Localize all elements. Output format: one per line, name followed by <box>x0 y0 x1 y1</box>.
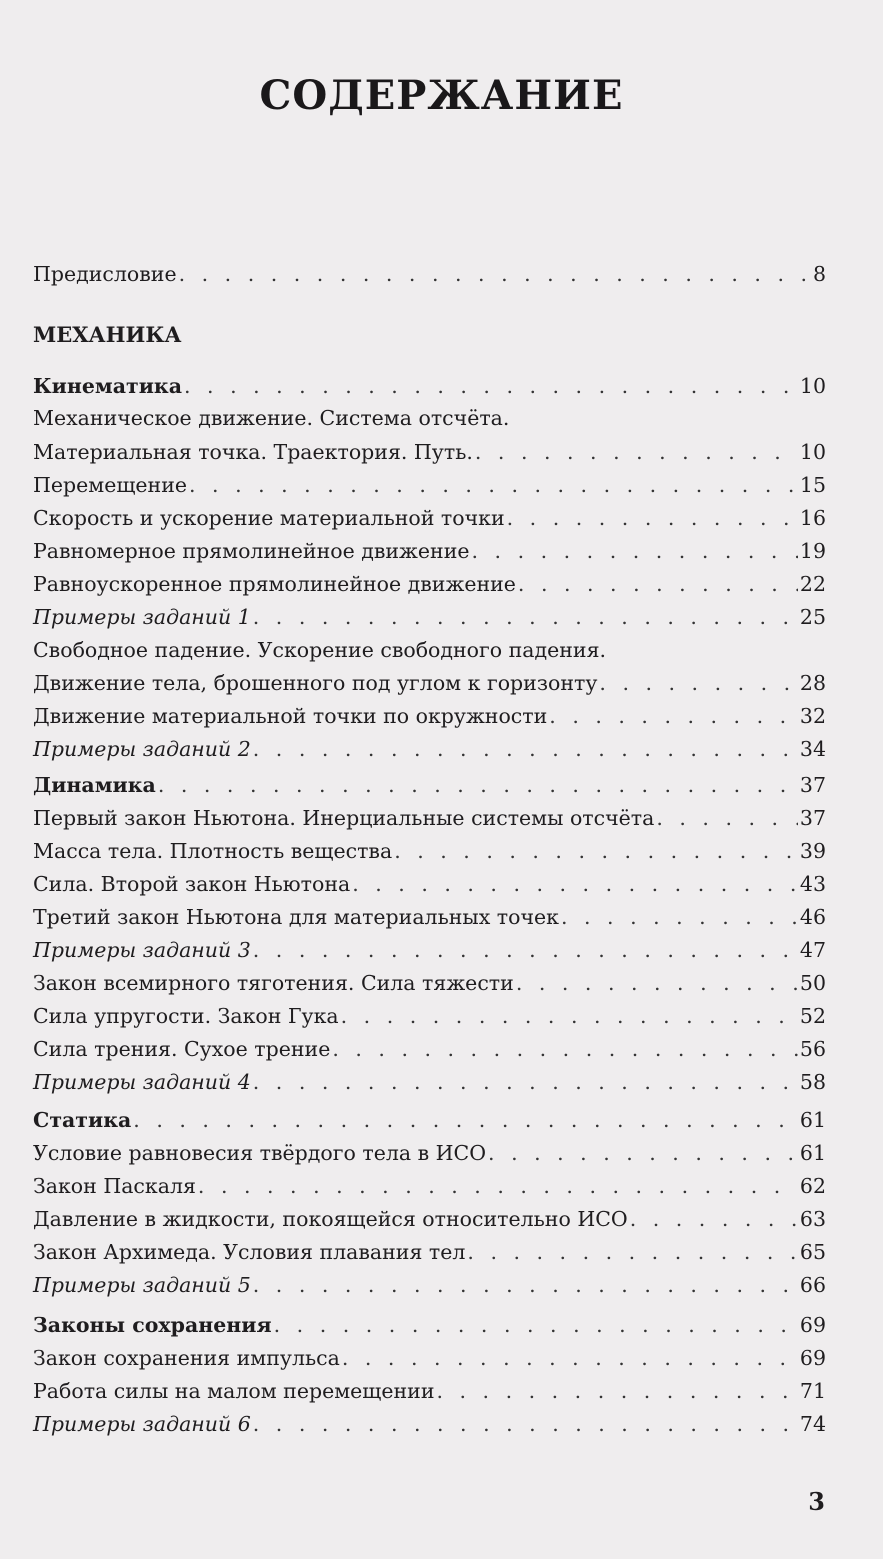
toc-entry-label: Равноускоренное прямолинейное движение <box>33 572 516 596</box>
toc-entry[interactable] <box>33 1137 826 1170</box>
toc-entry-label: Примеры заданий 4 <box>33 1070 251 1094</box>
toc-entry-label: Свободное падение. Ускорение свободного падения. <box>33 638 607 662</box>
toc-leader-dots <box>274 1309 798 1342</box>
part-heading-mechanics: МЕХАНИКА <box>33 322 182 347</box>
toc-entry[interactable] <box>33 535 826 568</box>
toc-entry-label: Сила трения. Сухое трение <box>33 1037 331 1061</box>
toc-entry-page: 39 <box>799 839 826 863</box>
toc-entry[interactable] <box>33 868 826 901</box>
toc-entry[interactable] <box>33 1104 826 1137</box>
toc-leader-dots <box>488 1137 798 1170</box>
toc-entry-page: 10 <box>799 440 826 464</box>
toc-entry-page: 37 <box>799 806 826 830</box>
toc-entry[interactable] <box>33 835 826 868</box>
toc-entry-label: Примеры заданий 5 <box>33 1273 251 1297</box>
toc-entry[interactable] <box>33 967 826 1000</box>
toc-entry-label: Кинематика <box>33 374 182 398</box>
toc-entry[interactable] <box>33 1000 826 1033</box>
toc-entry[interactable] <box>33 436 826 469</box>
toc-entry-page: 46 <box>799 905 826 929</box>
toc-leader-dots <box>472 535 798 568</box>
toc-entry-label: Механическое движение. Система отсчёта. <box>33 406 510 430</box>
toc-leader-dots <box>189 469 798 502</box>
toc-entry[interactable] <box>33 1309 826 1342</box>
toc-leader-dots <box>158 769 798 802</box>
toc-entry-page: 43 <box>799 872 826 896</box>
toc-entry-page: 61 <box>799 1108 826 1132</box>
toc-leader-dots <box>253 1066 798 1099</box>
toc-entry[interactable] <box>33 1375 826 1408</box>
toc-entry-label: Движение тела, брошенного под углом к горизонту <box>33 671 598 695</box>
toc-entry-page: 65 <box>799 1240 826 1264</box>
toc-entry-page: 37 <box>799 773 826 797</box>
toc-leader-dots <box>133 1104 798 1137</box>
toc-entry-page: 8 <box>812 262 826 286</box>
toc-leader-dots <box>630 1203 798 1236</box>
toc-leader-dots <box>253 733 798 766</box>
toc-entry[interactable] <box>33 1033 826 1066</box>
toc-leader-dots <box>467 1236 797 1269</box>
toc-entry-label: Движение материальной точки по окружности <box>33 704 548 728</box>
toc-entry[interactable] <box>33 802 826 835</box>
toc-entry[interactable] <box>33 601 826 634</box>
toc-entry-page: 69 <box>799 1346 826 1370</box>
footer-page-number: 3 <box>808 1487 825 1516</box>
toc-entry-label: Перемещение <box>33 473 187 497</box>
toc-leader-dots <box>253 1269 798 1302</box>
toc-leader-dots <box>253 934 798 967</box>
toc-entry-label: Равномерное прямолинейное движение <box>33 539 470 563</box>
toc-leader-dots <box>342 1342 798 1375</box>
toc-entry[interactable] <box>33 370 826 403</box>
toc-leader-dots <box>549 700 798 733</box>
toc-entry-page: 58 <box>799 1070 826 1094</box>
toc-entry-label: Примеры заданий 6 <box>33 1412 251 1436</box>
toc-entry-label: Статика <box>33 1108 132 1132</box>
toc-entry[interactable] <box>33 700 826 733</box>
toc-entry[interactable] <box>33 469 826 502</box>
toc-entry[interactable] <box>33 934 826 967</box>
toc-entry-label: Материальная точка. Траектория. Путь. <box>33 440 473 464</box>
toc-entry-page: 47 <box>799 938 826 962</box>
toc-entry-label: Третий закон Ньютона для материальных точек <box>33 905 559 929</box>
toc-entry-label: Предисловие <box>33 262 177 286</box>
toc-entry-page: 63 <box>799 1207 826 1231</box>
toc-entry-page: 19 <box>799 539 826 563</box>
toc-leader-dots <box>475 436 798 469</box>
toc-leader-dots <box>518 568 798 601</box>
toc-entry[interactable] <box>33 1066 826 1099</box>
toc-entry-label: Скорость и ускорение материальной точки <box>33 506 505 530</box>
toc-entry-label: Закон сохранения импульса <box>33 1346 340 1370</box>
toc-leader-dots <box>436 1375 797 1408</box>
toc-entry-page: 15 <box>799 473 826 497</box>
toc-entry[interactable] <box>33 258 826 291</box>
toc-entry[interactable] <box>33 1236 826 1269</box>
toc-entry-page: 56 <box>799 1037 826 1061</box>
toc-entry-label: Первый закон Ньютона. Инерциальные системы отсчёта <box>33 806 655 830</box>
toc-entry[interactable] <box>33 1408 826 1441</box>
toc-entry[interactable] <box>33 1170 826 1203</box>
toc-entry[interactable] <box>33 502 826 535</box>
toc-entry-page: 69 <box>799 1313 826 1337</box>
toc-entry-label: Динамика <box>33 773 156 797</box>
toc-leader-dots <box>656 802 798 835</box>
toc-entry-page: 74 <box>799 1412 826 1436</box>
toc-leader-dots <box>332 1033 798 1066</box>
toc-entry-label: Условие равновесия твёрдого тела в ИСО <box>33 1141 487 1165</box>
toc-leader-dots <box>507 502 798 535</box>
toc-leader-dots <box>253 1408 798 1441</box>
toc-entry[interactable] <box>33 1203 826 1236</box>
toc-entry-page: 71 <box>799 1379 826 1403</box>
page-title: СОДЕРЖАНИЕ <box>259 72 624 119</box>
toc-entry-label: Примеры заданий 1 <box>33 605 251 629</box>
toc-leader-dots <box>516 967 798 1000</box>
toc-leader-dots <box>561 901 798 934</box>
toc-leader-dots <box>599 667 797 700</box>
toc-leader-dots <box>341 1000 798 1033</box>
toc-entry-label: Работа силы на малом перемещении <box>33 1379 435 1403</box>
toc-entry[interactable] <box>33 634 826 667</box>
toc-entry-label: Масса тела. Плотность вещества <box>33 839 393 863</box>
toc-entry-label: Закон Архимеда. Условия плавания тел <box>33 1240 466 1264</box>
toc-leader-dots <box>352 868 798 901</box>
toc-entry-label: Давление в жидкости, покоящейся относительно ИСО <box>33 1207 628 1231</box>
toc-leader-dots <box>179 258 811 291</box>
toc-entry-label: Закон Паскаля <box>33 1174 196 1198</box>
toc-entry-page: 50 <box>799 971 826 995</box>
toc-entry-page: 16 <box>799 506 826 530</box>
toc-leader-dots <box>253 601 798 634</box>
toc-entry-page: 66 <box>799 1273 826 1297</box>
toc-entry[interactable] <box>33 901 826 934</box>
toc-leader-dots <box>184 370 798 403</box>
toc-entry-page: 32 <box>799 704 826 728</box>
toc-entry-page: 61 <box>799 1141 826 1165</box>
toc-entry-page: 10 <box>799 374 826 398</box>
toc-entry[interactable] <box>33 568 826 601</box>
toc-entry[interactable] <box>33 769 826 802</box>
toc-entry-label: Сила. Второй закон Ньютона <box>33 872 351 896</box>
toc-entry-page: 62 <box>799 1174 826 1198</box>
toc-entry-page: 52 <box>799 1004 826 1028</box>
toc-entry-label: Закон всемирного тяготения. Сила тяжести <box>33 971 514 995</box>
toc-entry-label: Законы сохранения <box>33 1313 272 1337</box>
toc-entry-label: Примеры заданий 3 <box>33 938 251 962</box>
toc-entry-page: 34 <box>799 737 826 761</box>
toc-entry[interactable] <box>33 733 826 766</box>
toc-entry[interactable] <box>33 667 826 700</box>
toc-entry-page: 25 <box>799 605 826 629</box>
toc-entry-page: 28 <box>799 671 826 695</box>
toc-leader-dots <box>394 835 798 868</box>
toc-entry[interactable] <box>33 402 826 435</box>
toc-entry-page: 22 <box>799 572 826 596</box>
toc-entry-label: Примеры заданий 2 <box>33 737 251 761</box>
toc-leader-dots <box>198 1170 798 1203</box>
toc-entry[interactable] <box>33 1342 826 1375</box>
toc-entry[interactable] <box>33 1269 826 1302</box>
toc-entry-label: Сила упругости. Закон Гука <box>33 1004 339 1028</box>
